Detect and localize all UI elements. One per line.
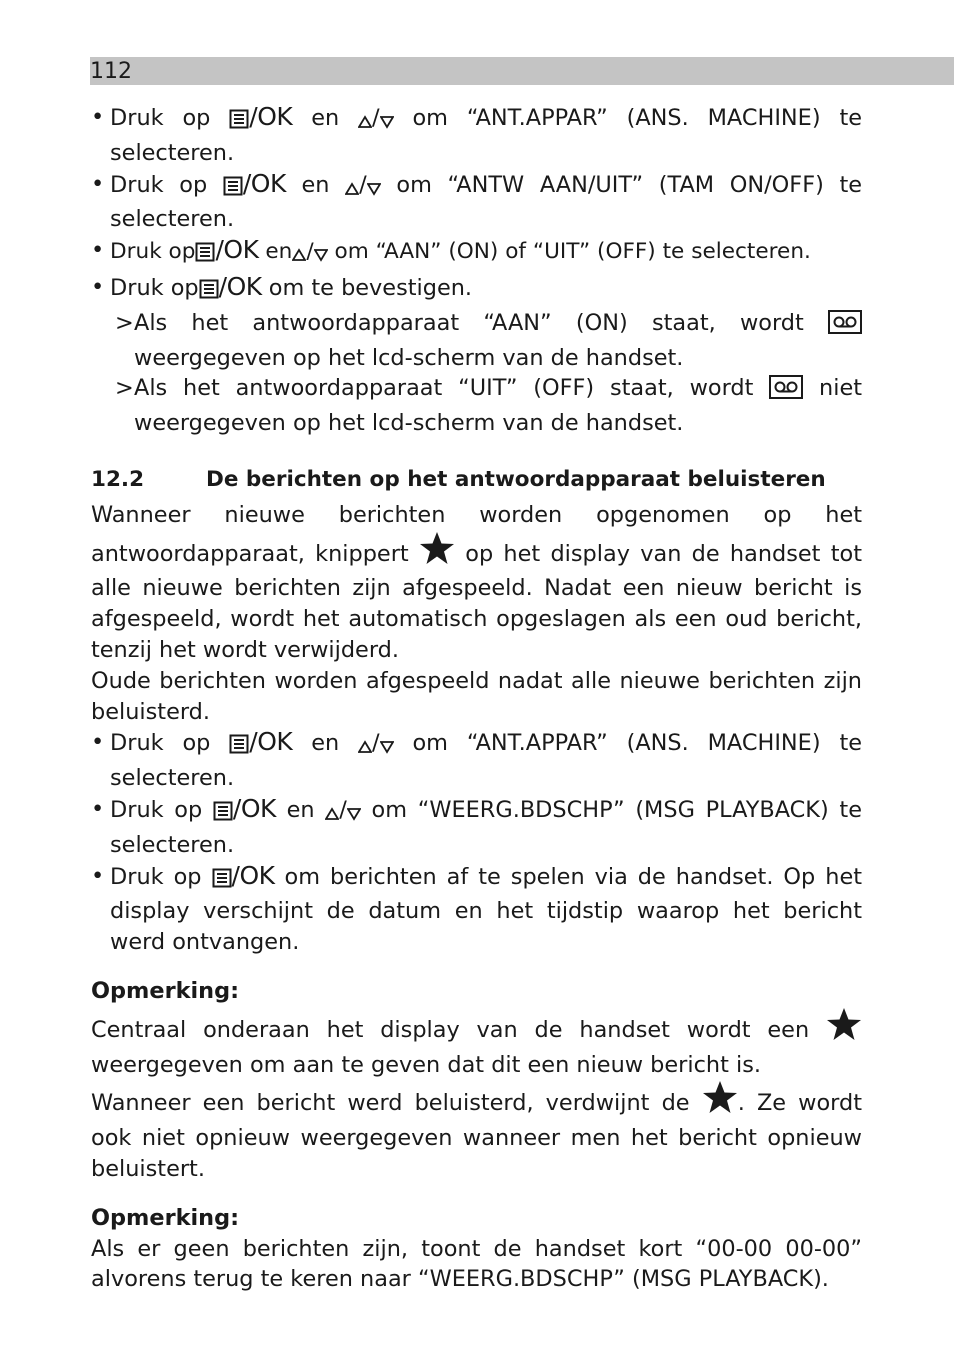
bullet-text: om berichten af te spelen via de handset. Op het display verschijnt de datum en het tijdstip waarop het bericht werd ontvangen. [110, 863, 862, 956]
down-arrow-icon [380, 107, 394, 138]
result-mark: > [115, 309, 134, 336]
bullet-item [91, 861, 862, 958]
bullet-text: Druk op [110, 171, 208, 198]
bullet-text: om “ANT.APPAR” (ANS. MACHINE) te selecteren. [110, 105, 862, 166]
paragraph-text: Wanneer een bericht werd beluisterd, verdwijnt de [91, 1090, 690, 1117]
result-mark: > [115, 375, 134, 402]
bullet-text: om “ANT.APPAR” (ANS. MACHINE) te selecteren. [110, 730, 862, 792]
up-arrow-icon [358, 732, 372, 763]
section-number: 12.2 [91, 466, 145, 492]
section-heading [91, 465, 862, 496]
bullet-mark: • [91, 862, 105, 889]
bullet-text: Druk op [110, 863, 202, 890]
star-icon [702, 1080, 738, 1123]
ok-label: /OK [249, 727, 293, 757]
up-arrow-icon [292, 241, 306, 272]
paragraph-text: . Ze wordt ook niet opnieuw weergegeven wanneer men het bericht opnieuw beluistert. [91, 1090, 862, 1182]
ok-label: /OK [215, 235, 259, 265]
ok-label: /OK [249, 102, 293, 131]
bullet-text: Druk op [110, 105, 211, 131]
ok-label: /OK [231, 860, 275, 890]
result-text: weergegeven op het lcd-scherm van de handset. [134, 344, 684, 371]
header-bar [90, 57, 954, 85]
menu-ok-icon [199, 277, 219, 308]
paragraph [91, 1234, 862, 1296]
down-arrow-icon [367, 174, 381, 205]
paragraph-text: weergegeven om aan te geven dat dit een nieuw bericht is. [91, 1051, 762, 1078]
star-icon [826, 1007, 862, 1050]
bullet-text: en [301, 171, 330, 198]
menu-ok-icon [195, 241, 215, 272]
bullet-item [91, 727, 862, 794]
bullet-text: Druk op [110, 274, 199, 301]
bullet-text: Druk op [110, 730, 211, 757]
paragraph [91, 666, 862, 728]
tape-icon [828, 310, 862, 343]
slash: / [306, 239, 314, 265]
star-icon [419, 531, 455, 574]
slash: / [372, 105, 380, 131]
bullet-mark: • [91, 170, 105, 197]
paragraph-text: Oude berichten worden afgespeeld nadat alle nieuwe berichten zijn beluisterd. [91, 667, 862, 725]
result-text: Als het antwoordapparaat “AAN” (ON) staat, wordt [134, 309, 804, 336]
bullet-mark: • [91, 795, 105, 822]
section-title: De berichten op het antwoordapparaat beluisteren [206, 466, 826, 492]
ok-label: /OK [242, 168, 286, 198]
note-label: Opmerking: [91, 1204, 240, 1231]
menu-ok-icon [213, 799, 233, 830]
bullet-text: om “WEERG.BDSCHP” (MSG PLAYBACK) te selecteren. [110, 796, 862, 858]
result-text: Als het antwoordapparaat “UIT” (OFF) staat, wordt [134, 375, 754, 402]
paragraph [91, 500, 862, 666]
note-label: Opmerking: [91, 977, 240, 1004]
bullet-text: Druk op [110, 796, 203, 823]
up-arrow-icon [325, 799, 339, 830]
paragraph [91, 1007, 862, 1081]
result-item [91, 308, 862, 374]
down-arrow-icon [347, 799, 361, 830]
bullet-mark: • [91, 104, 105, 130]
paragraph-text: Wanneer nieuwe berichten worden opgenomen op het antwoordapparaat, knippert [91, 501, 862, 567]
slash: / [372, 730, 380, 757]
bullet-text: en [311, 105, 340, 131]
tape-icon [769, 375, 803, 408]
bullet-text: om te bevestigen. [268, 274, 473, 301]
bullet-item [91, 272, 862, 308]
bullet-item [91, 794, 862, 861]
ok-label: /OK [218, 271, 262, 301]
bullet-item [91, 169, 862, 236]
bullet-text: en [265, 239, 293, 265]
bullet-item [91, 102, 862, 169]
bullet-text: Druk op [110, 239, 196, 265]
menu-ok-icon [223, 174, 243, 205]
menu-ok-icon [212, 866, 232, 897]
bullet-item [91, 235, 862, 272]
ok-label: /OK [232, 793, 276, 823]
bullet-mark: • [91, 273, 105, 300]
bullet-text: om “ANTW AAN/UIT” (TAM ON/OFF) te selecteren. [110, 171, 863, 233]
page-number: 112 [90, 59, 132, 84]
down-arrow-icon [380, 732, 394, 763]
slash: / [339, 796, 347, 823]
result-text: niet weergegeven op het lcd-scherm van de handset. [134, 375, 863, 437]
paragraph-text: op het display van de handset tot alle nieuwe berichten zijn afgespeeld. Nadat een nieuw bericht is afgespeeld, wordt het automatisch opgeslagen als een oud bericht, tenzij het wordt verwijderd. [91, 540, 862, 663]
menu-ok-icon [229, 732, 249, 763]
slash: / [359, 171, 367, 198]
menu-ok-icon [229, 107, 249, 138]
bullet-text: en [286, 796, 315, 823]
up-arrow-icon [358, 107, 372, 138]
bullet-mark: • [91, 729, 105, 756]
up-arrow-icon [345, 174, 359, 205]
paragraph-text: Centraal onderaan het display van de handset wordt een [91, 1016, 810, 1043]
paragraph [91, 1080, 862, 1184]
paragraph-text: Als er geen berichten zijn, toont de handset kort “00-00 00-00” alvorens terug te keren naar “WEERG.BDSCHP” (MSG PLAYBACK). [91, 1235, 862, 1293]
bullet-mark: • [91, 237, 105, 264]
result-item [91, 373, 862, 439]
bullet-text: om “AAN” (ON) of “UIT” (OFF) te selecteren. [334, 239, 811, 265]
page-content [91, 102, 862, 1295]
down-arrow-icon [314, 241, 328, 272]
bullet-text: en [311, 730, 340, 757]
